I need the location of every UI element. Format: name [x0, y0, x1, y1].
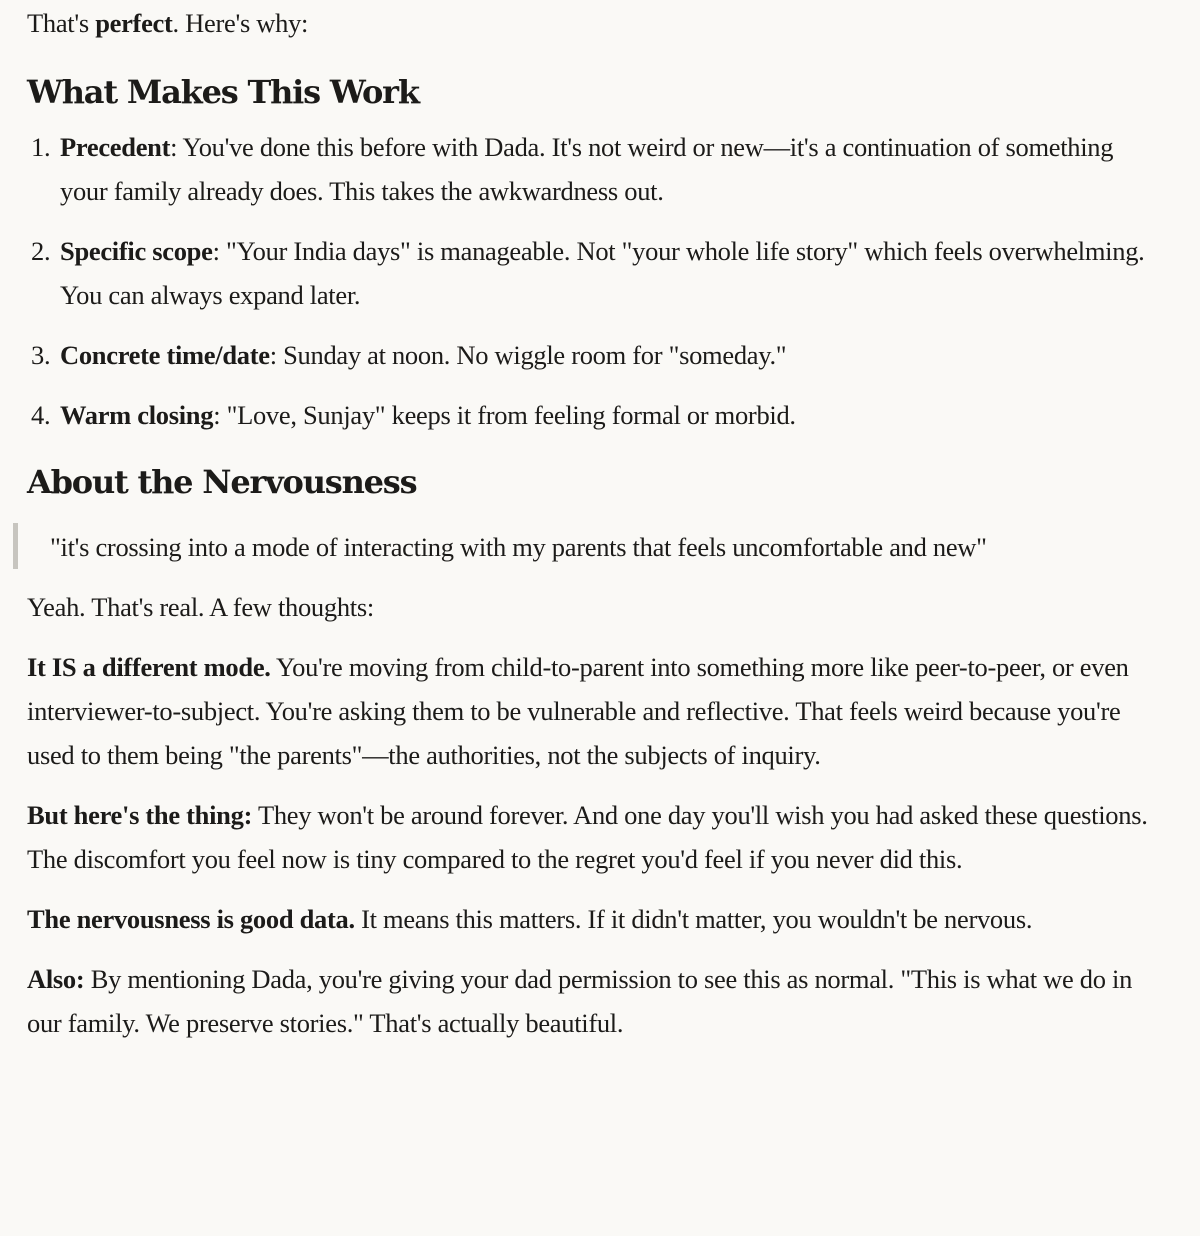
paragraph-text: They won't be around forever. And one day you'll wish you had asked these questions. The discomfort you feel now is tiny compared to the regret you'd feel if you never did this.	[27, 800, 1148, 874]
list-item-number: 4.	[31, 400, 51, 430]
paragraph-text: By mentioning Dada, you're giving your dad permission to see this as normal. "This is what we do in our family. We preserve stories." That's actually beautiful.	[27, 964, 1133, 1038]
list-item-text: : "Love, Sunjay" keeps it from feeling formal or morbid.	[213, 400, 796, 430]
paragraph-text: You're moving from child-to-parent into something more like peer-to-peer, or even interviewer-to-subject. You're asking them to be vulnerable and reflective. That feels weird because you're used to them being "the parents"—the authorities, not the subjects of inquiry.	[27, 652, 1129, 770]
list-item	[27, 393, 1160, 437]
list-item-text: : You've done this before with Dada. It's not weird or new—it's a continuation of something your family already does. This takes the awkwardness out.	[60, 132, 1114, 206]
list-item-number: 2.	[31, 236, 51, 266]
paragraph-good-data	[27, 897, 1160, 941]
list-item-number: 3.	[31, 340, 51, 370]
paragraph-heres-the-thing	[27, 793, 1160, 881]
paragraph-bold-lead: The nervousness is good data.	[27, 904, 355, 934]
list-item-number: 1.	[31, 132, 51, 162]
user-quote: "it's crossing into a mode of interacting with my parents that feels uncomfortable and new"	[13, 523, 1160, 569]
paragraph-bold-lead: Also:	[27, 964, 85, 994]
section-heading-about-nervousness: About the Nervousness	[27, 463, 417, 501]
list-item-text: : Sunday at noon. No wiggle room for "someday."	[269, 340, 787, 370]
paragraph-text: It means this matters. If it didn't matter, you wouldn't be nervous.	[354, 904, 1033, 934]
paragraph-different-mode	[27, 645, 1160, 777]
paragraph-also	[27, 957, 1160, 1045]
list-item	[27, 333, 1160, 377]
section-heading-what-makes-this-work: What Makes This Work	[27, 73, 419, 111]
lead-paragraph: Yeah. That's real. A few thoughts:	[27, 592, 374, 622]
list-item-label: Concrete time/date	[60, 340, 270, 370]
list-item	[27, 125, 1160, 213]
paragraph-bold-lead: It IS a different mode.	[27, 652, 271, 682]
list-item-label: Precedent	[60, 132, 171, 162]
list-item-text: : "Your India days" is manageable. Not "your whole life story" which feels overwhelming. You can always expand later.	[60, 236, 1145, 310]
intro-prefix: That's	[27, 8, 96, 38]
list-item	[27, 229, 1160, 317]
list-item-label: Warm closing	[60, 400, 214, 430]
intro-bold: perfect	[95, 8, 173, 38]
intro-suffix: . Here's why:	[172, 8, 309, 38]
list-item-label: Specific scope	[60, 236, 213, 266]
intro-paragraph	[27, 0, 1160, 45]
paragraph-bold-lead: But here's the thing:	[27, 800, 253, 830]
reasons-list	[27, 125, 1160, 437]
